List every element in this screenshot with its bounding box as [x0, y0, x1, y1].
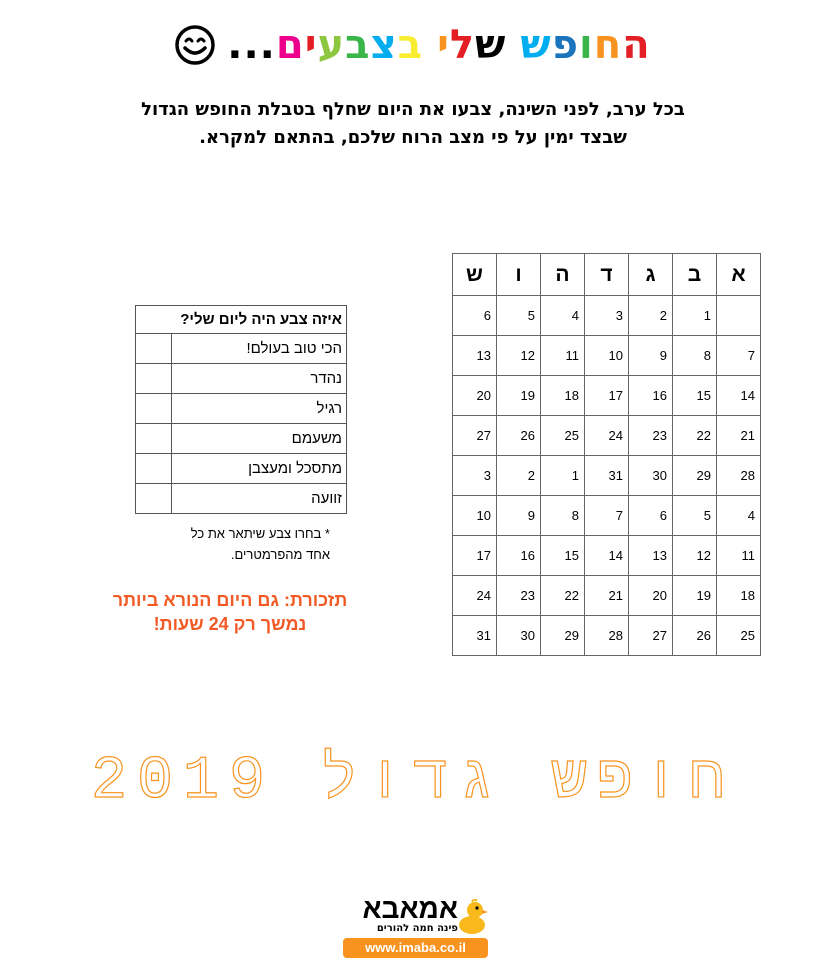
- calendar-day-cell[interactable]: 1: [541, 456, 585, 496]
- calendar-day-cell[interactable]: 2: [497, 456, 541, 496]
- calendar-day-cell[interactable]: 17: [585, 376, 629, 416]
- calendar-day-cell[interactable]: 16: [497, 536, 541, 576]
- calendar-day-cell[interactable]: 8: [541, 496, 585, 536]
- calendar-day-cell[interactable]: 19: [497, 376, 541, 416]
- logo-tagline: פינה חמה להורים: [376, 923, 458, 934]
- calendar-day-cell[interactable]: 30: [497, 616, 541, 656]
- title-letter: ב: [397, 22, 424, 68]
- calendar-day-cell[interactable]: 10: [453, 496, 497, 536]
- title-letter: י: [304, 22, 318, 68]
- title-text: [227, 22, 651, 68]
- calendar-day-cell[interactable]: 18: [717, 576, 761, 616]
- title-letter: ם: [275, 22, 305, 68]
- calendar-day-cell[interactable]: 1: [673, 296, 717, 336]
- legend-note: [130, 523, 330, 565]
- title-letter: ה: [622, 22, 651, 68]
- calendar-week-row: [453, 456, 761, 496]
- calendar-day-cell[interactable]: 24: [585, 416, 629, 456]
- calendar-day-cell[interactable]: 29: [673, 456, 717, 496]
- calendar-day-cell[interactable]: 17: [453, 536, 497, 576]
- weekday-header: ש: [453, 254, 497, 296]
- calendar-week-row: [453, 496, 761, 536]
- title-letter: ...: [227, 22, 276, 68]
- title-letter: ו: [579, 22, 594, 68]
- calendar-day-cell[interactable]: 28: [717, 456, 761, 496]
- calendar-day-cell[interactable]: 26: [673, 616, 717, 656]
- instructions-line: בכל ערב, לפני השינה, צבעו את היום שחלף בטבלת החופש הגדול: [141, 99, 685, 120]
- calendar-day-cell[interactable]: 11: [541, 336, 585, 376]
- imaba-logo[interactable]: [343, 895, 488, 963]
- logo-name: אמאבא: [362, 893, 458, 924]
- calendar-day-cell[interactable]: 18: [541, 376, 585, 416]
- mood-row: [136, 454, 347, 484]
- title-letter: ש: [475, 22, 507, 68]
- calendar-day-cell[interactable]: 25: [541, 416, 585, 456]
- calendar-day-cell[interactable]: 4: [717, 496, 761, 536]
- calendar-day-cell[interactable]: 27: [629, 616, 673, 656]
- mood-label: רגיל: [172, 394, 347, 424]
- mood-label: הכי טוב בעולם!: [172, 334, 347, 364]
- calendar-day-cell[interactable]: 15: [541, 536, 585, 576]
- calendar-day-cell[interactable]: 25: [717, 616, 761, 656]
- weekday-header: א: [717, 254, 761, 296]
- page-title: [0, 22, 826, 68]
- reminder-line: נמשך רק 24 שעות!: [153, 614, 307, 634]
- summer-vacation-heading: חופש גדול 2019: [90, 748, 736, 816]
- calendar-week-row: [453, 336, 761, 376]
- calendar-day-cell[interactable]: 9: [497, 496, 541, 536]
- title-letter: צ: [370, 22, 398, 68]
- mood-color-box[interactable]: [136, 484, 172, 514]
- calendar-day-cell[interactable]: 9: [629, 336, 673, 376]
- smiley-icon: [175, 25, 215, 65]
- calendar-day-cell[interactable]: 5: [497, 296, 541, 336]
- calendar-day-cell[interactable]: 21: [585, 576, 629, 616]
- calendar-week-row: [453, 416, 761, 456]
- logo-url[interactable]: www.imaba.co.il: [343, 938, 488, 958]
- calendar-day-cell[interactable]: 29: [541, 616, 585, 656]
- calendar-day-cell[interactable]: [717, 296, 761, 336]
- calendar-day-cell[interactable]: 7: [585, 496, 629, 536]
- title-letter: פ: [551, 22, 580, 68]
- mood-color-box[interactable]: [136, 424, 172, 454]
- calendar-day-cell[interactable]: 14: [585, 536, 629, 576]
- calendar-week-row: [453, 376, 761, 416]
- mood-row: [136, 364, 347, 394]
- calendar-day-cell[interactable]: 16: [629, 376, 673, 416]
- calendar-body: [453, 296, 761, 656]
- calendar-week-row: [453, 616, 761, 656]
- calendar-day-cell[interactable]: 12: [497, 336, 541, 376]
- calendar-day-cell[interactable]: 4: [541, 296, 585, 336]
- calendar-day-cell[interactable]: 11: [717, 536, 761, 576]
- mood-color-box[interactable]: [136, 394, 172, 424]
- weekday-header: ג: [629, 254, 673, 296]
- weekday-header: ב: [673, 254, 717, 296]
- calendar-day-cell[interactable]: 13: [453, 336, 497, 376]
- calendar-day-cell[interactable]: 26: [497, 416, 541, 456]
- mood-label: מתסכל ומעצבן: [172, 454, 347, 484]
- mood-label: זוועה: [172, 484, 347, 514]
- calendar-day-cell[interactable]: 24: [453, 576, 497, 616]
- calendar-day-cell[interactable]: 22: [673, 416, 717, 456]
- calendar-table: [452, 253, 761, 656]
- mood-row: [136, 334, 347, 364]
- calendar-day-cell[interactable]: 10: [585, 336, 629, 376]
- calendar-day-cell[interactable]: 3: [453, 456, 497, 496]
- calendar-day-cell[interactable]: 12: [673, 536, 717, 576]
- title-letter: ב: [345, 22, 371, 68]
- calendar-day-cell[interactable]: 31: [585, 456, 629, 496]
- calendar-day-cell[interactable]: 27: [453, 416, 497, 456]
- instructions: [100, 96, 726, 152]
- calendar-day-cell[interactable]: 20: [629, 576, 673, 616]
- calendar-day-cell[interactable]: 6: [453, 296, 497, 336]
- calendar-week-row: [453, 536, 761, 576]
- title-letter: ש: [520, 22, 552, 68]
- calendar-day-cell[interactable]: 14: [717, 376, 761, 416]
- calendar-week-row: [453, 576, 761, 616]
- calendar-day-cell[interactable]: 28: [585, 616, 629, 656]
- calendar-day-cell[interactable]: 6: [629, 496, 673, 536]
- calendar-day-cell[interactable]: 13: [629, 536, 673, 576]
- calendar-day-cell[interactable]: 23: [629, 416, 673, 456]
- instructions-line: שבצד ימין על פי מצב הרוח שלכם, בהתאם למקרא.: [199, 127, 627, 148]
- mood-color-box[interactable]: [136, 454, 172, 484]
- calendar-day-cell[interactable]: 7: [717, 336, 761, 376]
- mood-color-box[interactable]: [136, 334, 172, 364]
- calendar-day-cell[interactable]: 30: [629, 456, 673, 496]
- mood-label: נהדר: [172, 364, 347, 394]
- weekday-header: ה: [541, 254, 585, 296]
- title-letter: ל: [449, 22, 476, 68]
- reminder-line: תזכורת: גם היום הנורא ביותר: [112, 590, 348, 610]
- mood-label: משעמם: [172, 424, 347, 454]
- calendar-day-cell[interactable]: 2: [629, 296, 673, 336]
- calendar-day-cell[interactable]: 20: [453, 376, 497, 416]
- calendar-day-cell[interactable]: 22: [541, 576, 585, 616]
- calendar-day-cell[interactable]: 15: [673, 376, 717, 416]
- note-line: * בחרו צבע שיתאר את כל: [190, 526, 330, 541]
- mood-color-box[interactable]: [136, 364, 172, 394]
- calendar-day-cell[interactable]: 19: [673, 576, 717, 616]
- title-letter: ע: [317, 22, 346, 68]
- note-line: אחד מהפרמטרים.: [230, 547, 330, 562]
- title-letter: י: [437, 22, 450, 68]
- calendar-day-cell[interactable]: 3: [585, 296, 629, 336]
- calendar-day-cell[interactable]: 23: [497, 576, 541, 616]
- mood-legend-table: [135, 305, 347, 514]
- calendar-day-cell[interactable]: 31: [453, 616, 497, 656]
- title-letter: [506, 22, 520, 68]
- title-letter: [423, 22, 437, 68]
- mood-row: [136, 484, 347, 514]
- calendar-header-row: [453, 254, 761, 296]
- reminder-text: [80, 588, 380, 636]
- calendar-day-cell[interactable]: 21: [717, 416, 761, 456]
- calendar-week-row: [453, 296, 761, 336]
- weekday-header: ו: [497, 254, 541, 296]
- duck-icon: [458, 899, 488, 935]
- calendar-day-cell[interactable]: 8: [673, 336, 717, 376]
- mood-row: [136, 424, 347, 454]
- calendar-day-cell[interactable]: 5: [673, 496, 717, 536]
- mood-legend-header: איזה צבע היה ליום שלי?: [136, 306, 347, 334]
- weekday-header: ד: [585, 254, 629, 296]
- mood-row: [136, 394, 347, 424]
- title-letter: ח: [593, 22, 623, 68]
